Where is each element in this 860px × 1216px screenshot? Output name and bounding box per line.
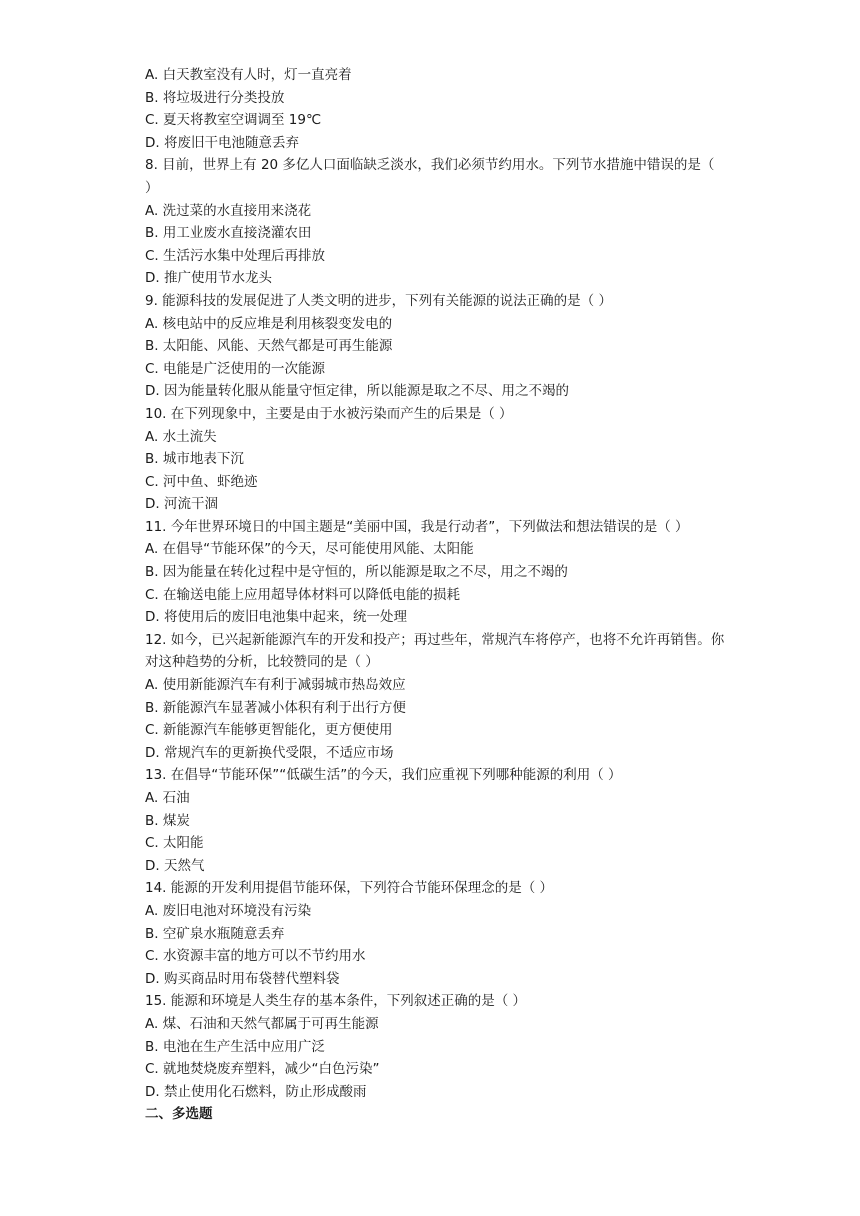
question-stem: 14. 能源的开发利用提倡节能环保，下列符合节能环保理念的是（ ） (145, 880, 554, 897)
answer-option: B. 新能源汽车显著减小体积有利于出行方便 (145, 699, 406, 716)
answer-option: D. 天然气 (145, 857, 205, 874)
answer-option: A. 水土流失 (145, 428, 217, 445)
answer-option: A. 石油 (145, 790, 190, 806)
answer-option: A. 煤、石油和天然气都属于可再生能源 (145, 1015, 379, 1032)
question-stem: 8. 目前，世界上有 20 多亿人口面临缺乏淡水，我们必须节约用水。下列节水措施中错误的是（ ） (145, 157, 715, 196)
answer-option: A. 核电站中的反应堆是利用核裂变发电的 (145, 315, 393, 332)
answer-option: A. 使用新能源汽车有利于减弱城市热岛效应 (145, 677, 406, 694)
answer-option: C. 电能是广泛使用的一次能源 (145, 360, 326, 377)
answer-option: B. 煤炭 (145, 812, 190, 829)
answer-option: C. 太阳能 (145, 835, 204, 852)
answer-option: C. 夏天将教室空调调至 19℃ (145, 112, 322, 129)
answer-option: C. 就地焚烧废弃塑料，减少“白色污染” (145, 1061, 380, 1078)
answer-option: D. 河流干涸 (145, 496, 218, 513)
question-stem: 15. 能源和环境是人类生存的基本条件，下列叙述正确的是（ ） (145, 993, 527, 1010)
question-stem: 10. 在下列现象中，主要是由于水被污染而产生的后果是（ ） (145, 405, 513, 422)
section-heading: 二、多选题 (145, 1106, 213, 1123)
answer-option: B. 空矿泉水瓶随意丢弃 (145, 925, 285, 942)
answer-option: D. 将废旧干电池随意丢弃 (145, 134, 299, 151)
answer-option: D. 因为能量转化服从能量守恒定律，所以能源是取之不尽、用之不竭的 (145, 383, 569, 400)
answer-option: B. 用工业废水直接浇灌农田 (145, 225, 312, 242)
answer-option: B. 太阳能、风能、天然气都是可再生能源 (145, 338, 393, 355)
answer-option: B. 因为能量在转化过程中是守恒的，所以能源是取之不尽，用之不竭的 (145, 564, 568, 581)
answer-option: D. 推广使用节水龙头 (145, 270, 272, 287)
answer-option: B. 将垃圾进行分类投放 (145, 89, 285, 106)
question-list (145, 64, 725, 1126)
answer-option: A. 在倡导“节能环保”的今天，尽可能使用风能、太阳能 (145, 541, 474, 558)
answer-option: B. 电池在生产生活中应用广泛 (145, 1038, 325, 1055)
answer-option: D. 购买商品时用布袋替代塑料袋 (145, 970, 340, 987)
answer-option: A. 白天教室没有人时，灯一直亮着 (145, 67, 352, 83)
question-stem: 11. 今年世界环境日的中国主题是“美丽中国，我是行动者”，下列做法和想法错误的是（ ） (145, 518, 689, 535)
answer-option: C. 生活污水集中处理后再排放 (145, 247, 326, 264)
answer-option: C. 新能源汽车能够更智能化，更方便使用 (145, 722, 393, 739)
answer-option: C. 在输送电能上应用超导体材料可以降低电能的损耗 (145, 586, 461, 603)
question-stem: 9. 能源科技的发展促进了人类文明的进步，下列有关能源的说法正确的是（ ） (145, 292, 612, 309)
answer-option: B. 城市地表下沉 (145, 451, 244, 468)
answer-option: D. 常规汽车的更新换代受限，不适应市场 (145, 744, 394, 761)
answer-option: C. 河中鱼、虾绝迹 (145, 473, 258, 490)
answer-option: D. 禁止使用化石燃料，防止形成酸雨 (145, 1083, 367, 1100)
answer-option: A. 废旧电池对环境没有污染 (145, 902, 312, 919)
question-stem: 13. 在倡导“节能环保”“低碳生活”的今天，我们应重视下列哪种能源的利用（ ） (145, 767, 622, 784)
answer-option: D. 将使用后的废旧电池集中起来，统一处理 (145, 609, 407, 626)
answer-option: C. 水资源丰富的地方可以不节约用水 (145, 948, 366, 965)
answer-option: A. 洗过菜的水直接用来浇花 (145, 202, 312, 219)
question-stem: 12. 如今，已兴起新能源汽车的开发和投产；再过些年，常规汽车将停产，也将不允许再销售。你对这种趋势的分析，比较赞同的是（ ） (145, 631, 725, 671)
